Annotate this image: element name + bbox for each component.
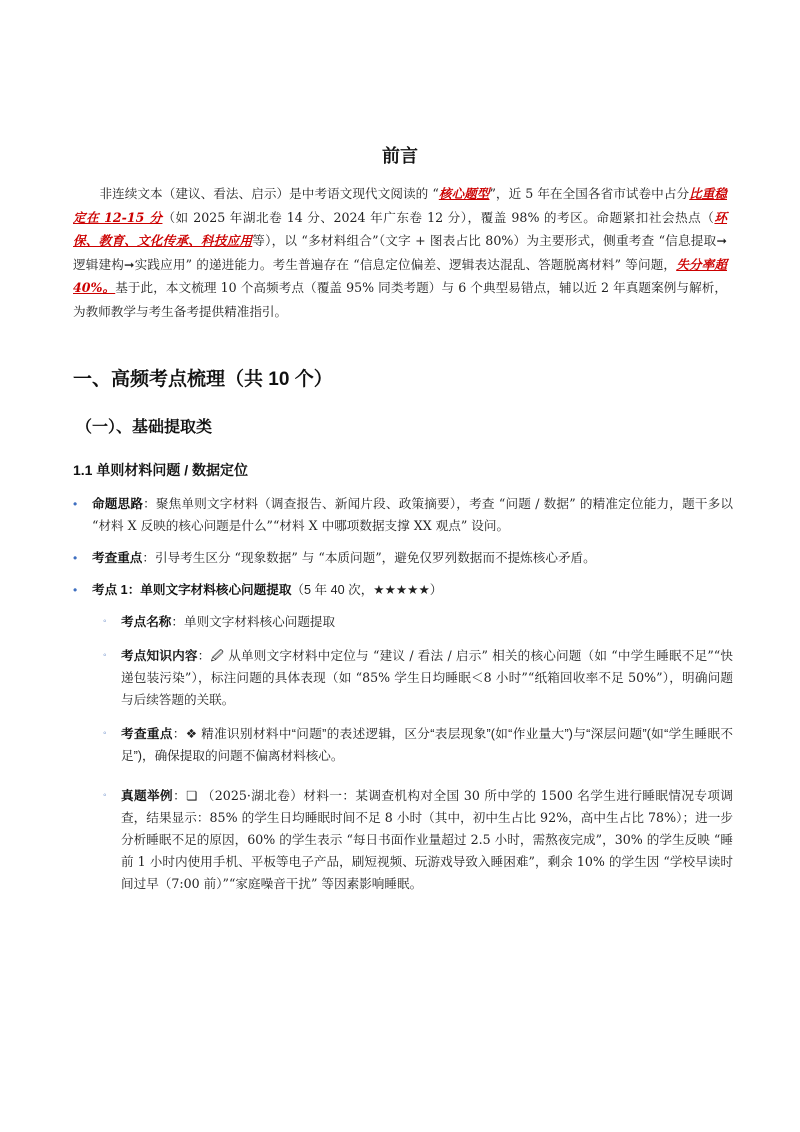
sub-bullet-icon: ◦ [103, 728, 107, 739]
sub-list-item [73, 723, 733, 767]
item-text: ：引导考生区分 “现象数据” 与 “本质问题”，避免仅罗列数据而不提炼核心矛盾。 [142, 550, 596, 565]
bullet-list [73, 493, 733, 895]
section-heading-2: （一）、基础提取类 [76, 419, 213, 436]
page-title: 前言 [382, 146, 418, 166]
sub-bullet-icon: ◦ [103, 650, 107, 661]
bullet-dot-icon: • [73, 551, 78, 565]
item-label: 命题思路 [92, 497, 144, 511]
sub-list-item [73, 785, 733, 895]
sub-item-label: 考查重点 [121, 727, 173, 741]
sub-list-item [73, 611, 733, 633]
list-item [73, 579, 733, 601]
highlight-loss-rate: 失分率超 40%。 [73, 256, 728, 296]
highlight-hot-topics: 环保、教育、文化传承、科技应用 [73, 209, 728, 249]
section-heading-3: 1.1 单则材料问题 / 数据定位 [73, 462, 249, 478]
preface-text-1: 非连续文本（建议、看法、启示）是中考语文现代文阅读的 “ [99, 186, 439, 201]
bullet-dot-icon: • [73, 497, 78, 511]
list-item [73, 493, 733, 537]
sub-item-text: ：❖ 精准识别材料中“问题”的表述逻辑，区分“表层现象”(如“作业量大”)与“深层问题”(如“学生睡眠不足”)，确保提取的问题不偏离材料核心。 [121, 727, 734, 763]
sub-item-text: ：单则文字材料核心问题提取 [171, 615, 336, 629]
preface-text-3: （如 2025 年湖北卷 14 分、2024 年广东卷 12 分），覆盖 98% 的考区。命题紧扣社会热点（ [162, 209, 715, 225]
item-label: 考点 1：单则文字材料核心问题提取 [92, 583, 292, 597]
item-text: （5 年 40 次，★★★★★） [291, 583, 443, 597]
sub-bullet-icon: ◦ [103, 616, 107, 627]
preface-text-4: 等），以 “多材料组合”（文字 + 图表占比 80%）为主要形式，侧重考查 “信息提取➞逻辑建构➞实践应用” 的递进能力。考生普遍存在 “信息定位偏差、逻辑表达混乱、答题脱离材料” 等问题， [73, 233, 728, 272]
highlight-core-type: 核心题型 [438, 186, 490, 201]
bullet-dot-icon: • [73, 583, 78, 597]
preface-text-2: ”，近 5 年在全国各省市试卷中占分 [489, 186, 690, 201]
item-label: 考查重点 [92, 551, 143, 565]
preface-paragraph [73, 182, 727, 324]
sub-item-text: ：❏ （2025·湖北卷）材料一：某调查机构对全国 30 所中学的 1500 名学生进行睡眠情况专项调查，结果显示：85% 的学生日均睡眠时间不足 8 小时（其中，初中生占比 92%，高中生占比 78%）；进一步分析睡眠不足的原因，60% 的学生表示 “每日书面作业量超过 2.5 小时，需熬夜完成”，30% 的学生反映 “睡前 1 小时内使用手机、平板等电子产品，刷短视频、玩游戏导致入睡困难”，剩余 10% 的学生因 “学校早读时间过早（7:00 前）”“家庭噪音干扰” 等因素影响睡眠。 [121, 788, 734, 891]
sub-list-item [73, 645, 733, 711]
sub-item-text: ：🖉 从单则文字材料中定位与 “建议 / 看法 / 启示” 相关的核心问题（如 “中学生睡眠不足”“快递包装污染”），标注问题的具体表现（如 “85% 学生日均睡眠＜8 小时”“纸箱回收率不足 50%”），明确问题与后续答题的关联。 [121, 648, 733, 707]
preface-text-5: 基于此，本文梳理 10 个高频考点（覆盖 95% 同类考题）与 6 个典型易错点，辅以近 2 年真题案例与解析，为教师教学与考生备考提供精准指引。 [73, 280, 727, 319]
sub-bullet-icon: ◦ [103, 790, 107, 801]
sub-item-label: 考点名称 [121, 615, 172, 629]
item-text: ：聚焦单则文字材料（调查报告、新闻片段、政策摘要），考查 “问题 / 数据” 的精准定位能力，题干多以 “材料 X 反映的核心问题是什么”“材料 X 中哪项数据支撑 XX 观点” 设问。 [92, 496, 733, 533]
section-heading-1: 一、高频考点梳理（共 10 个） [73, 369, 333, 390]
sub-item-label: 真题举例 [121, 789, 174, 803]
highlight-score-range: 比重稳定在 12-15 分 [73, 186, 728, 225]
sub-item-label: 考点知识内容 [121, 649, 198, 663]
list-item [73, 547, 733, 569]
